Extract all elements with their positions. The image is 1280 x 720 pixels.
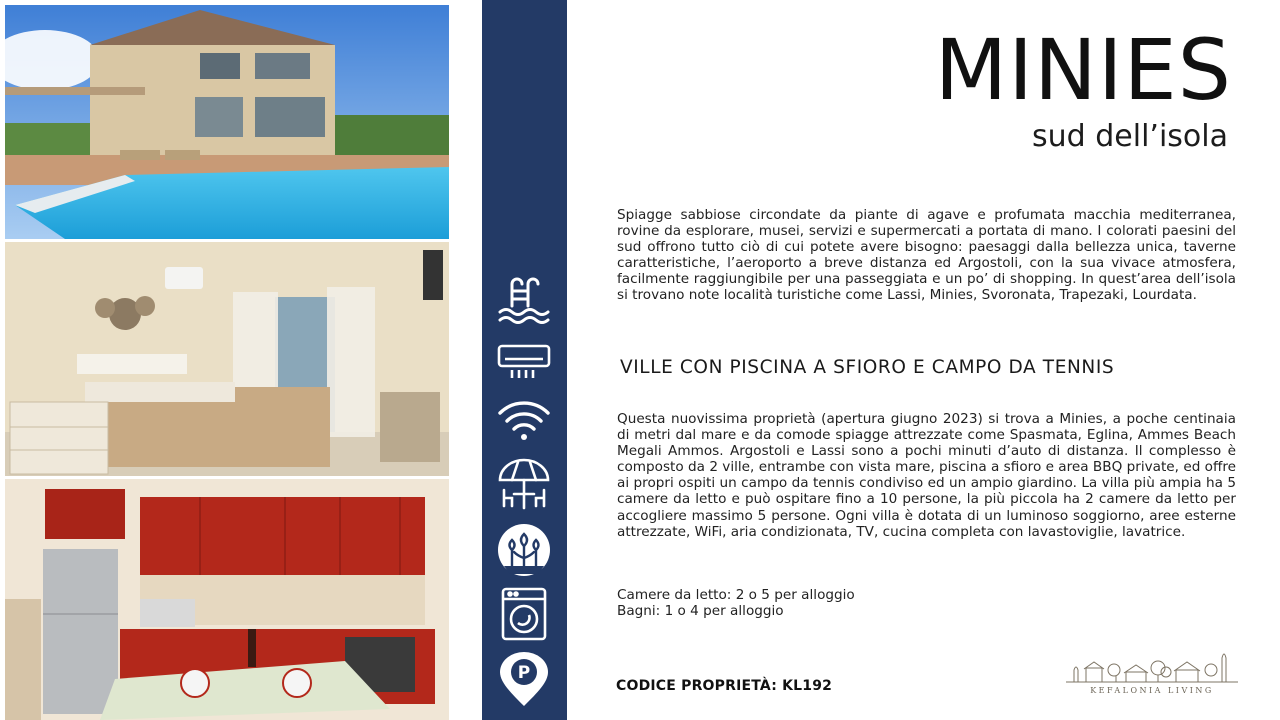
pool-icon (496, 272, 552, 328)
description-paragraph: Questa nuovissima proprietà (apertura giugno 2023) si trova a Minies, a poche centinaia di metri dal mare e da comode spiagge attrezzate come Spasmata, Eglina, Ammes Beach Megali Ammos. Argostoli e Lassi sono a pochi minuti d’auto di distanza. Il complesso è composto da 2 ville, entrambe con vista mare, piscina a sfioro e area BBQ private, ed offre ai propri ospiti un campo da tennis condiviso ed un ampio giardino. La villa più ampia ha 5 camere da letto e può ospitare fino a 10 persone, la più piccola ha 2 camere da letto per accogliere massimo 5 persone. Ogni villa è dotata di un luminoso soggiorno, aree esterne attrezzate, WiFi, aria condizionata, TV, cucina completa con lavastoviglie, lavatrice. (617, 411, 1236, 540)
air-conditioner-icon (496, 334, 552, 390)
section-heading: VILLE CON PISCINA A SFIORO E CAMPO DA TENNIS (620, 357, 1115, 378)
garden-icon (496, 522, 552, 578)
intro-paragraph: Spiagge sabbiose circondate da piante di agave e profumata macchia mediterranea, rovine da esplorare, musei, servizi e supermercati a portata di mano. I colorati paesini del sud offrono tutto ciò di cui potete avere bisogno: paesaggi dalla bellezza unica, taverne caratteristiche, l’aeroporto a breve distanza ed Argostoli, con la sua vivace atmosfera, facilmente raggiungibile per una passeggiata e un po’ di shopping. In quest’area dell’isola si trovano note località turistiche come Lassi, Minies, Svoronata, Trapezaki, Lourdata. (617, 207, 1236, 304)
amenities-sidebar (482, 0, 567, 720)
photo-bedroom (5, 242, 449, 476)
property-code: CODICE PROPRIETÀ: KL192 (616, 678, 833, 694)
logo-text: KEFALONIA LIVING (1090, 686, 1214, 695)
parking-icon (496, 652, 552, 708)
page-subtitle: sud dell’isola (1032, 119, 1228, 154)
page-title: MINIES (934, 21, 1232, 119)
wifi-icon (496, 393, 552, 449)
bathrooms-spec: Bagni: 1 o 4 per alloggio (617, 603, 784, 619)
bedrooms-spec: Camere da letto: 2 o 5 per alloggio (617, 587, 855, 603)
photo-kitchen (5, 479, 449, 720)
photo-villa-pool (5, 5, 449, 239)
washing-machine-icon (496, 586, 552, 642)
svg-text:P: P (517, 663, 531, 683)
umbrella-terrace-icon (496, 456, 552, 512)
